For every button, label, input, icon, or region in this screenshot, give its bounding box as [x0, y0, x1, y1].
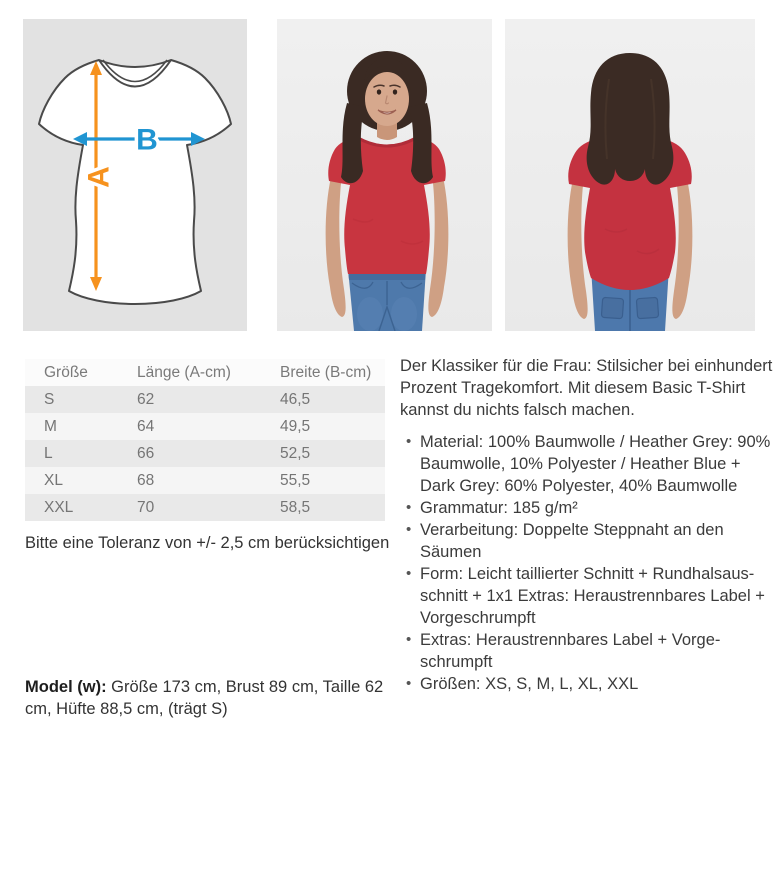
col-header-groesse: Größe	[44, 363, 88, 381]
cell-width: 58,5	[280, 498, 311, 516]
table-row	[25, 413, 385, 440]
right-eye	[393, 89, 397, 94]
size-table	[25, 359, 385, 521]
jeans-front	[348, 269, 426, 331]
feature-material: • Material: 100% Baumwolle / Heather Grey: 90% Baumwolle, 10% Polyester / Heather Blue + Dark Grey: 60% Polyester, 40% Baumwolle	[420, 431, 774, 497]
table-row	[25, 386, 385, 413]
feature-list	[400, 431, 774, 695]
model-back-illustration	[505, 19, 755, 331]
model-photo-front	[277, 19, 492, 331]
cell-width: 52,5	[280, 444, 311, 462]
cell-length: 66	[137, 444, 155, 462]
tshirt-outline	[39, 60, 231, 304]
cell-length: 62	[137, 390, 155, 408]
table-row	[25, 440, 385, 467]
left-eye	[377, 89, 381, 94]
tshirt-measurement-diagram	[23, 19, 247, 331]
feature-form: • Form: Leicht taillierter Schnitt + Rundhalsausschnitt + 1x1 Extras: Heraustrennbares Label + Vorgeschrumpft	[420, 563, 774, 629]
right-arm	[672, 179, 692, 319]
feature-groessen: • Größen: XS, S, M, L, XL, XXL	[420, 673, 774, 695]
table-row	[25, 494, 385, 521]
right-arm	[428, 177, 448, 317]
label-a: A	[82, 166, 116, 188]
table-row	[25, 467, 385, 494]
feature-verarbeitung: • Verarbeitung: Doppelte Steppnaht an den Säumen	[420, 519, 774, 563]
face	[365, 72, 409, 126]
hair-back-view	[587, 53, 674, 185]
cell-length: 64	[137, 417, 155, 435]
left-arm	[326, 177, 346, 317]
col-header-laenge: Länge (A-cm)	[137, 363, 231, 381]
cell-size: S	[44, 390, 55, 408]
model-info-text: Größe 173 cm, Brust 89 cm, Taille 62 cm, Hüfte 88,5 cm, (trägt S)	[25, 678, 384, 718]
cell-width: 55,5	[280, 471, 311, 489]
label-b: B	[136, 123, 158, 157]
feature-grammatur: • Grammatur: 185 g/m²	[420, 497, 774, 519]
table-header-row	[25, 359, 385, 386]
cell-size: M	[44, 417, 57, 435]
tolerance-note: Bitte eine Toleranz von +/- 2,5 cm berücksichtigen	[25, 534, 390, 552]
cell-length: 68	[137, 471, 155, 489]
cell-length: 70	[137, 498, 155, 516]
model-info-label: Model (w):	[25, 678, 107, 696]
col-header-breite: Breite (B-cm)	[280, 363, 372, 381]
description-intro: Der Klassiker für die Frau: Stilsicher bei einhundert Prozent Tragekomfort. Mit diesem Basic T-Shirt kannst du nichts falsch machen.	[400, 357, 773, 419]
model-photo-back	[505, 19, 755, 331]
size-diagram-panel	[23, 19, 247, 331]
feature-extras: • Extras: Heraustrennbares Label + Vorgeschrumpft	[420, 629, 774, 673]
left-arm	[568, 179, 588, 319]
cell-size: XXL	[44, 498, 74, 516]
model-front-illustration	[277, 19, 492, 331]
product-description	[400, 355, 774, 695]
cell-size: L	[44, 444, 53, 462]
model-info	[25, 676, 397, 720]
cell-width: 49,5	[280, 417, 311, 435]
cell-size: XL	[44, 471, 63, 489]
cell-width: 46,5	[280, 390, 311, 408]
